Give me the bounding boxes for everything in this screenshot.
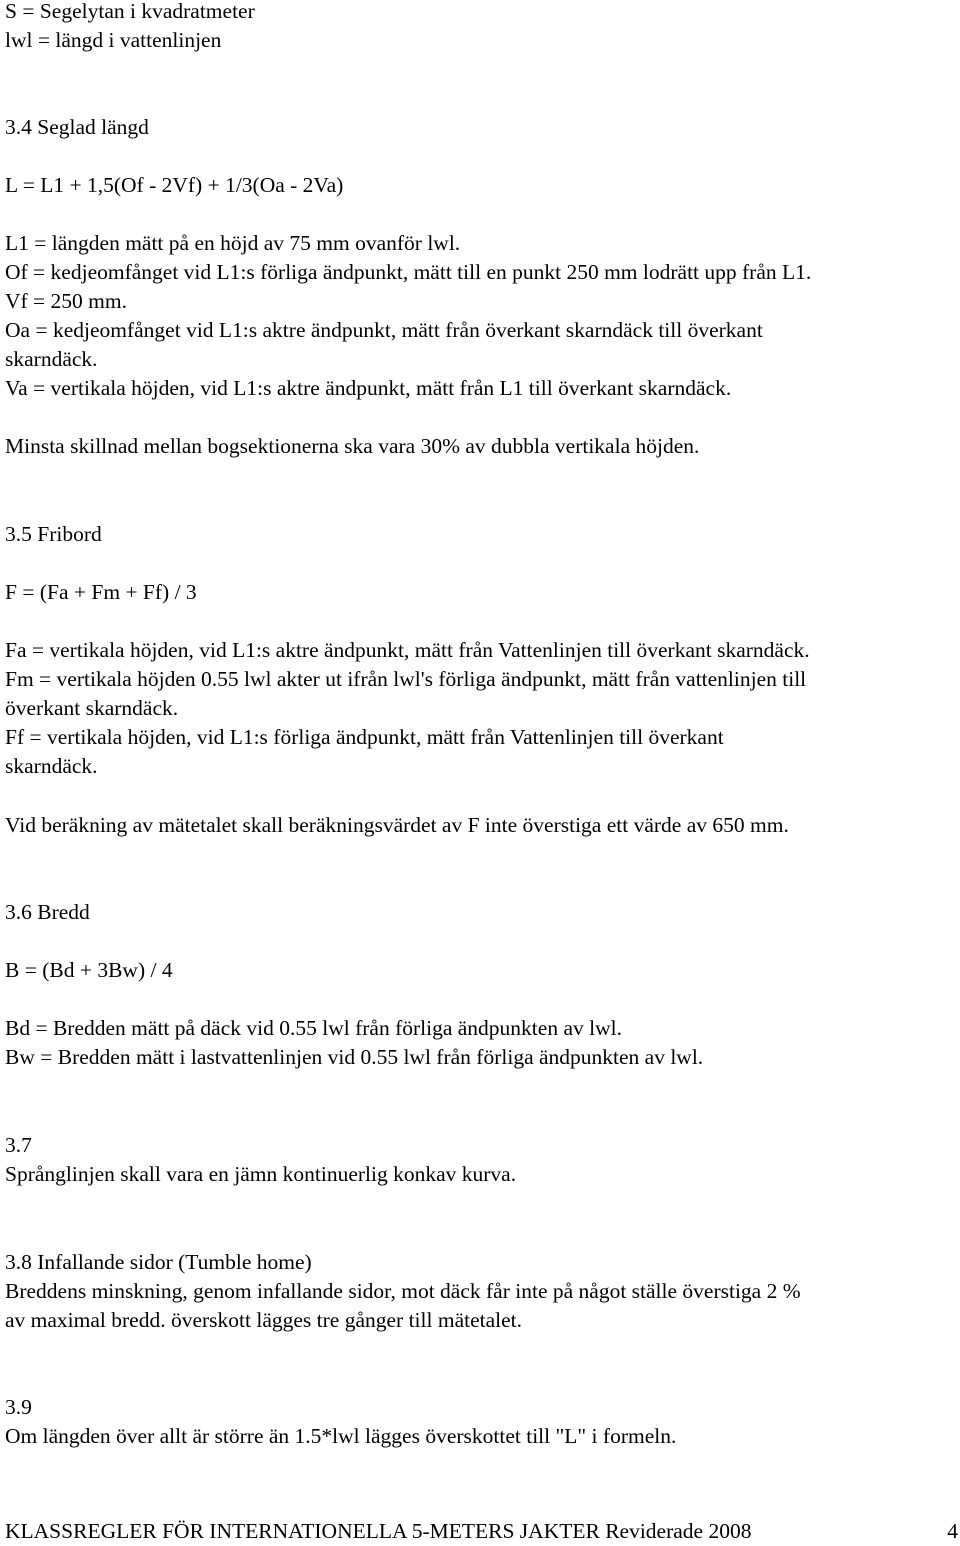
paragraph-3-9: Om längden över allt är större än 1.5*lwl lägges överskottet till "L" i formeln.: [5, 1424, 677, 1448]
paragraph-3-7: Språnglinjen skall vara en jämn kontinuerlig konkav kurva.: [5, 1162, 517, 1186]
formula-b: B = (Bd + 3Bw) / 4: [5, 958, 173, 982]
definition-s: S = Segelytan i kvadratmeter: [5, 0, 255, 23]
section-heading-3-6: 3.6 Bredd: [5, 900, 90, 924]
definition-oa: Oa = kedjeomfånget vid L1:s aktre ändpunkt, mätt från överkant skarndäck till överkant: [5, 318, 763, 342]
definition-ff-cont: skarndäck.: [5, 754, 98, 778]
definition-fm-cont: överkant skarndäck.: [5, 696, 179, 720]
definition-lwl: lwl = längd i vattenlinjen: [5, 28, 222, 52]
definition-fm: Fm = vertikala höjden 0.55 lwl akter ut ifrån lwl's förliga ändpunkt, mätt från vattenlinjen till: [5, 667, 807, 691]
formula-l: L = L1 + 1,5(Of - 2Vf) + 1/3(Oa - 2Va): [5, 173, 344, 197]
page-number: 4: [947, 1519, 958, 1543]
definition-va: Va = vertikala höjden, vid L1:s aktre ändpunkt, mätt från L1 till överkant skarndäck.: [5, 376, 732, 400]
definition-of: Of = kedjeomfånget vid L1:s förliga ändpunkt, mätt till en punkt 250 mm lodrätt upp från L1.: [5, 260, 812, 284]
paragraph-3-8-cont: av maximal bredd. överskott lägges tre gånger till mätetalet.: [5, 1308, 523, 1332]
paragraph-fribord-limit: Vid beräkning av mätetalet skall beräkningsvärdet av F inte överstiga ett värde av 650 mm.: [5, 813, 789, 837]
section-heading-3-9: 3.9: [5, 1395, 32, 1419]
footer-title: KLASSREGLER FÖR INTERNATIONELLA 5-METERS JAKTER Reviderade 2008: [5, 1519, 752, 1543]
section-heading-3-5: 3.5 Fribord: [5, 522, 102, 546]
definition-bw: Bw = Bredden mätt i lastvattenlinjen vid 0.55 lwl från förliga ändpunkten av lwl.: [5, 1045, 704, 1069]
paragraph-bog: Minsta skillnad mellan bogsektionerna ska vara 30% av dubbla vertikala höjden.: [5, 434, 700, 458]
section-heading-3-8: 3.8 Infallande sidor (Tumble home): [5, 1250, 312, 1274]
paragraph-3-8: Breddens minskning, genom infallande sidor, mot däck får inte på något ställe överstiga 2 %: [5, 1279, 801, 1303]
definition-fa: Fa = vertikala höjden, vid L1:s aktre ändpunkt, mätt från Vattenlinjen till överkant skarndäck.: [5, 638, 810, 662]
formula-f: F = (Fa + Fm + Ff) / 3: [5, 580, 197, 604]
definition-vf: Vf = 250 mm.: [5, 289, 128, 313]
definition-bd: Bd = Bredden mätt på däck vid 0.55 lwl från förliga ändpunkten av lwl.: [5, 1016, 622, 1040]
definition-oa-cont: skarndäck.: [5, 347, 98, 371]
section-heading-3-4: 3.4 Seglad längd: [5, 115, 149, 139]
definition-l1: L1 = längden mätt på en höjd av 75 mm ovanför lwl.: [5, 231, 461, 255]
section-heading-3-7: 3.7: [5, 1133, 32, 1157]
definition-ff: Ff = vertikala höjden, vid L1:s förliga ändpunkt, mätt från Vattenlinjen till överkant: [5, 725, 724, 749]
